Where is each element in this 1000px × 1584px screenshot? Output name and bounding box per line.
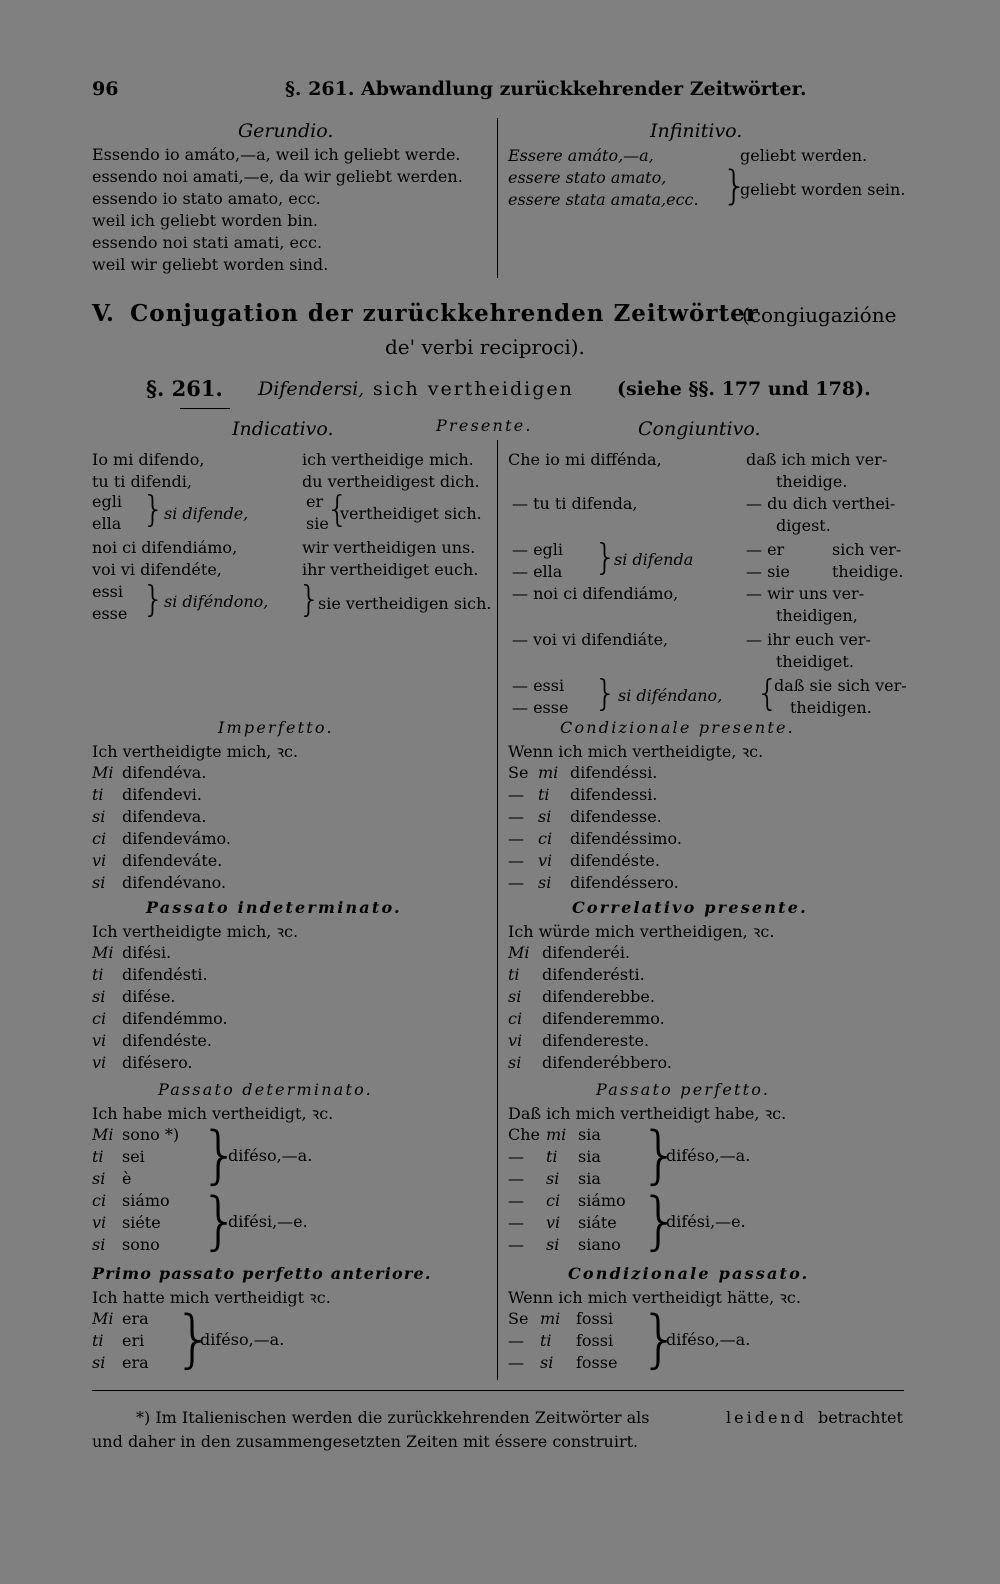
brace-icon: }: [722, 163, 748, 209]
pronoun: ci: [92, 829, 107, 848]
ind-er: er: [306, 492, 324, 511]
cong-essi: — essi: [512, 676, 565, 695]
passato-perf-heading: Passato perfetto.: [596, 1080, 771, 1099]
verb-form: difendesse.: [570, 807, 662, 826]
cong-er-de1: sich ver-: [832, 540, 902, 559]
prefix: —: [508, 785, 524, 804]
ind-tu: tu ti difendi,: [92, 472, 192, 491]
primo-passato-de: Ich hatte mich vertheidigt ꝛc.: [92, 1288, 331, 1307]
cong-tu: — tu ti difenda,: [512, 494, 638, 513]
footnote-line1a: *) Im Italienischen werden die zurückkehrenden Zeitwörter als: [136, 1408, 650, 1427]
ind-sie: sie: [306, 514, 329, 533]
cong-essi-it: si diféndano,: [618, 686, 723, 705]
section-title-roman: V.: [92, 300, 114, 327]
gerundio-line: Essendo io amáto,—a, weil ich geliebt werde.: [92, 145, 461, 164]
primo-passato-pron: [92, 1308, 114, 1374]
auxiliary: è: [122, 1169, 132, 1188]
pronoun: vi: [92, 1213, 107, 1232]
infinitivo-line1-de: geliebt werden.: [740, 146, 868, 165]
pronoun: vi: [546, 1213, 561, 1232]
pronoun: ci: [538, 829, 553, 848]
verb-form: difendereste.: [542, 1031, 650, 1050]
cong-tu-de2: digest.: [776, 516, 831, 535]
pronoun: ti: [92, 1147, 104, 1166]
passato-perf-part-pl: difési,—e.: [666, 1212, 746, 1231]
verb-form: difendevi.: [122, 785, 203, 804]
page-number: 96: [92, 78, 119, 100]
brace-icon: }: [142, 579, 165, 620]
auxiliary: fosse: [576, 1353, 618, 1372]
pronoun: Mi: [92, 763, 114, 782]
gerundio-lines: [92, 144, 463, 276]
auxiliary: era: [122, 1309, 149, 1328]
verb-form: difenderebbe.: [542, 987, 655, 1006]
pronoun: ti: [546, 1147, 558, 1166]
verb-form: difenderemmo.: [542, 1009, 665, 1028]
cong-noi-de1: — wir uns ver-: [746, 584, 865, 603]
gerundio-line: essendo noi amati,—e, da wir geliebt werden.: [92, 167, 463, 186]
ind-io: Io mi difendo,: [92, 450, 205, 469]
infinitivo-line1-it: Essere amáto,—a,: [508, 146, 654, 165]
pronoun: si: [92, 1169, 106, 1188]
auxiliary: sia: [578, 1147, 601, 1166]
auxiliary: siéte: [122, 1213, 161, 1232]
pronoun: vi: [92, 1053, 107, 1072]
para-german: sich vertheidigen: [373, 378, 574, 400]
auxiliary: eri: [122, 1331, 145, 1350]
prefix: —: [508, 829, 524, 848]
prefix: —: [508, 1213, 524, 1232]
cong-sie: — sie: [746, 562, 790, 581]
brace-icon: }: [594, 537, 617, 578]
cond-passato-part: diféso,—a.: [666, 1330, 751, 1349]
pronoun: ti: [540, 1331, 552, 1350]
infinitivo-line23-de: geliebt worden sein.: [740, 180, 906, 199]
verb-form: difendéste.: [122, 1031, 212, 1050]
brace-icon: {: [326, 489, 349, 530]
pronoun: Mi: [508, 943, 530, 962]
cong-er: — er: [746, 540, 785, 559]
passato-indet-forms: [122, 942, 228, 1074]
pronoun: mi: [546, 1125, 567, 1144]
cong-essi-de2: theidigen.: [790, 698, 872, 717]
gerundio-line: essendo noi stati amati, ecc.: [92, 233, 323, 252]
gerundio-line: weil wir geliebt worden sind.: [92, 255, 329, 274]
brace-icon: }: [200, 1118, 240, 1191]
column-divider-main: [497, 440, 498, 1380]
pronoun: ci: [546, 1191, 561, 1210]
pronoun: vi: [92, 1031, 107, 1050]
prefix: —: [508, 851, 524, 870]
pronoun: ci: [92, 1009, 107, 1028]
passato-indet-de: Ich vertheidigte mich, ꝛc.: [92, 922, 299, 941]
prefix: Se: [508, 1309, 529, 1328]
verb-form: difendémmo.: [122, 1009, 228, 1028]
correlativo-heading: Correlativo presente.: [572, 898, 808, 917]
section-title-de: Conjugation der zurückkehrenden Zeitwörter: [130, 300, 759, 327]
verb-form: difésero.: [122, 1053, 193, 1072]
infinitivo-line3-it: essere stata amata,ecc.: [508, 190, 699, 209]
brace-icon: }: [640, 1118, 680, 1191]
cond-passato-de: Wenn ich mich vertheidigt hätte, ꝛc.: [508, 1288, 801, 1307]
pronoun: si: [538, 873, 552, 892]
pronoun: mi: [540, 1309, 561, 1328]
cong-tu-de1: — du dich verthei-: [746, 494, 896, 513]
cong-voi-de1: — ihr euch ver-: [746, 630, 871, 649]
pronoun: vi: [92, 851, 107, 870]
label-indicativo: Indicativo.: [232, 418, 334, 440]
cong-voi: — voi vi difendiáte,: [512, 630, 669, 649]
verb-form: difenderésti.: [542, 965, 645, 984]
prefix: —: [508, 1353, 524, 1372]
cond-presente-forms: [570, 762, 682, 894]
passato-perf-aux: [578, 1124, 626, 1256]
cong-noi: — noi ci difendiámo,: [512, 584, 679, 603]
passato-perf-part-sg: diféso,—a.: [666, 1146, 751, 1165]
cong-ella: — ella: [512, 562, 563, 581]
pronoun: Mi: [92, 943, 114, 962]
pronoun: ti: [538, 785, 550, 804]
prefix: Che: [508, 1125, 541, 1144]
auxiliary: era: [122, 1353, 149, 1372]
verb-form: difendéssimo.: [570, 829, 682, 848]
verb-form: difendévano.: [122, 873, 227, 892]
pronoun: Mi: [92, 1125, 114, 1144]
para-verb: Difendersi,: [258, 378, 365, 400]
section-title-line2: de' verbi reciproci).: [385, 335, 585, 359]
ind-ella: ella: [92, 514, 122, 533]
ind-noi: noi ci difendiámo,: [92, 538, 238, 557]
verb-form: difése.: [122, 987, 176, 1006]
label-presente: Presente.: [436, 416, 533, 435]
ind-noi-de: wir vertheidigen uns.: [302, 538, 476, 557]
verb-form: difendeváte.: [122, 851, 223, 870]
auxiliary: siámo: [578, 1191, 626, 1210]
passato-indet-pron: [92, 942, 114, 1074]
pronoun: si: [92, 1235, 106, 1254]
gerundio-heading: Gerundio.: [238, 120, 334, 142]
auxiliary: sono: [122, 1235, 160, 1254]
cond-presente-pre: [508, 762, 528, 894]
passato-indet-heading: Passato indeterminato.: [146, 898, 402, 917]
pronoun: ci: [508, 1009, 523, 1028]
cond-passato-aux: [576, 1308, 617, 1374]
primo-passato-heading: Primo passato perfetto anteriore.: [92, 1264, 432, 1283]
ind-io-de: ich vertheidige mich.: [302, 450, 474, 469]
cond-passato-pre: [508, 1308, 528, 1374]
para-number: §. 261.: [146, 376, 223, 401]
brace-icon: }: [594, 673, 617, 714]
verb-form: difendéssero.: [570, 873, 679, 892]
pronoun: si: [546, 1235, 560, 1254]
prefix: —: [508, 807, 524, 826]
footnote-line1b: leidend: [726, 1408, 807, 1427]
pronoun: si: [92, 807, 106, 826]
pronoun: ti: [508, 965, 520, 984]
ind-voi-de: ihr vertheidiget euch.: [302, 560, 479, 579]
running-title: §. 261. Abwandlung zurückkehrender Zeitwörter.: [285, 78, 807, 100]
ind-tu-de: du vertheidigest dich.: [302, 472, 480, 491]
ind-essi-de: sie vertheidigen sich.: [318, 594, 492, 613]
prefix: —: [508, 873, 524, 892]
ind-essi: essi: [92, 582, 124, 601]
verb-form: difendéste.: [570, 851, 660, 870]
verb-form: difendéssi.: [570, 763, 658, 782]
infinitivo-line2-it: essere stato amato,: [508, 168, 667, 187]
pronoun: Mi: [92, 1309, 114, 1328]
column-divider-top: [497, 118, 498, 278]
brace-icon: }: [640, 1184, 680, 1257]
verb-form: difendéva.: [122, 763, 207, 782]
pronoun: si: [92, 1353, 106, 1372]
cong-che-de1: daß ich mich ver-: [746, 450, 888, 469]
pronoun: si: [538, 807, 552, 826]
section-title-it: (congiugazióne: [742, 303, 897, 327]
auxiliary: sia: [578, 1125, 601, 1144]
prefix: Se: [508, 763, 529, 782]
imperfetto-heading: Imperfetto.: [218, 718, 334, 737]
pronoun: vi: [508, 1031, 523, 1050]
auxiliary: sia: [578, 1169, 601, 1188]
auxiliary: fossi: [576, 1309, 614, 1328]
auxiliary: fossi: [576, 1331, 614, 1350]
passato-perf-pre: [508, 1124, 540, 1256]
cong-essi-de1: daß sie sich ver-: [774, 676, 907, 695]
ind-er-de: vertheidiget sich.: [340, 504, 482, 523]
gerundio-line: weil ich geliebt worden bin.: [92, 211, 318, 230]
cond-presente-heading: Condizionale presente.: [560, 718, 795, 737]
passato-det-heading: Passato determinato.: [158, 1080, 373, 1099]
imperfetto-pron: [92, 762, 114, 894]
brace-icon: {: [756, 673, 779, 714]
cond-passato-pron: [540, 1308, 560, 1374]
auxiliary: siámo: [122, 1191, 170, 1210]
pronoun: mi: [538, 763, 559, 782]
brace-icon: }: [640, 1302, 680, 1375]
prefix: —: [508, 1331, 524, 1350]
passato-det-part-pl: difési,—e.: [228, 1212, 308, 1231]
cong-che-de2: theidige.: [776, 472, 848, 491]
ind-voi: voi vi difendéte,: [92, 560, 222, 579]
cong-esse: — esse: [512, 698, 569, 717]
brace-icon: }: [200, 1184, 240, 1257]
pronoun: ti: [92, 1331, 104, 1350]
auxiliary: siáte: [578, 1213, 617, 1232]
ind-esse: esse: [92, 604, 128, 623]
cong-noi-de2: theidigen,: [776, 606, 858, 625]
passato-det-part-sg: diféso,—a.: [228, 1146, 313, 1165]
cong-egli: — egli: [512, 540, 564, 559]
primo-passato-part: diféso,—a.: [200, 1330, 285, 1349]
verb-form: difendevámo.: [122, 829, 231, 848]
prefix: —: [508, 1191, 524, 1210]
passato-det-pron: [92, 1124, 114, 1256]
pronoun: vi: [538, 851, 553, 870]
pronoun: si: [546, 1169, 560, 1188]
verb-form: difenderébbero.: [542, 1053, 672, 1072]
auxiliary: sei: [122, 1147, 145, 1166]
auxiliary: siano: [578, 1235, 621, 1254]
gerundio-line: essendo io stato amato, ecc.: [92, 189, 321, 208]
footnote-line1c: betrachtet: [818, 1408, 903, 1427]
pronoun: si: [92, 873, 106, 892]
pronoun: si: [540, 1353, 554, 1372]
verb-form: difendeva.: [122, 807, 207, 826]
cong-egli-it: si difenda: [614, 550, 694, 569]
cond-presente-pron: [538, 762, 558, 894]
ind-egli: egli: [92, 492, 122, 511]
infinitivo-heading: Infinitivo.: [650, 120, 743, 142]
imperfetto-de: Ich vertheidigte mich, ꝛc.: [92, 742, 299, 761]
verb-form: difendessi.: [570, 785, 658, 804]
verb-form: difési.: [122, 943, 172, 962]
cond-passato-heading: Condizionale passato.: [568, 1264, 810, 1283]
passato-det-aux: [122, 1124, 179, 1256]
correlativo-pron: [508, 942, 530, 1074]
brace-icon: }: [298, 579, 321, 620]
brace-icon: }: [142, 489, 165, 530]
pronoun: si: [508, 1053, 522, 1072]
passato-perf-pron: [546, 1124, 566, 1256]
footnote-line2: und daher in den zusammengesetzten Zeiten mit éssere construirt.: [92, 1432, 639, 1451]
pronoun: ci: [92, 1191, 107, 1210]
cong-voi-de2: theidiget.: [776, 652, 854, 671]
cong-che: Che io mi diffénda,: [508, 450, 662, 469]
verb-form: difenderéi.: [542, 943, 631, 962]
cond-presente-de: Wenn ich mich vertheidigte, ꝛc.: [508, 742, 764, 761]
divider-short: [180, 408, 230, 409]
ind-egli-it: si difende,: [164, 504, 249, 523]
prefix: —: [508, 1235, 524, 1254]
label-congiuntivo: Congiuntivo.: [638, 418, 761, 440]
footnote-rule: [92, 1390, 904, 1391]
correlativo-de: Ich würde mich vertheidigen, ꝛc.: [508, 922, 775, 941]
primo-passato-aux: [122, 1308, 149, 1374]
brace-icon: }: [174, 1302, 214, 1375]
passato-det-de: Ich habe mich vertheidigt, ꝛc.: [92, 1104, 334, 1123]
auxiliary: sono *): [122, 1125, 180, 1144]
ind-essi-it: si diféndono,: [164, 592, 269, 611]
pronoun: si: [508, 987, 522, 1006]
pronoun: si: [92, 987, 106, 1006]
imperfetto-forms: [122, 762, 231, 894]
cong-er-de2: theidige.: [832, 562, 904, 581]
passato-perf-de: Daß ich mich vertheidigt habe, ꝛc.: [508, 1104, 787, 1123]
correlativo-forms: [542, 942, 672, 1074]
pronoun: ti: [92, 965, 104, 984]
prefix: —: [508, 1169, 524, 1188]
pronoun: ti: [92, 785, 104, 804]
para-ref: (siehe §§. 177 und 178).: [617, 378, 871, 400]
prefix: —: [508, 1147, 524, 1166]
verb-form: difendésti.: [122, 965, 208, 984]
